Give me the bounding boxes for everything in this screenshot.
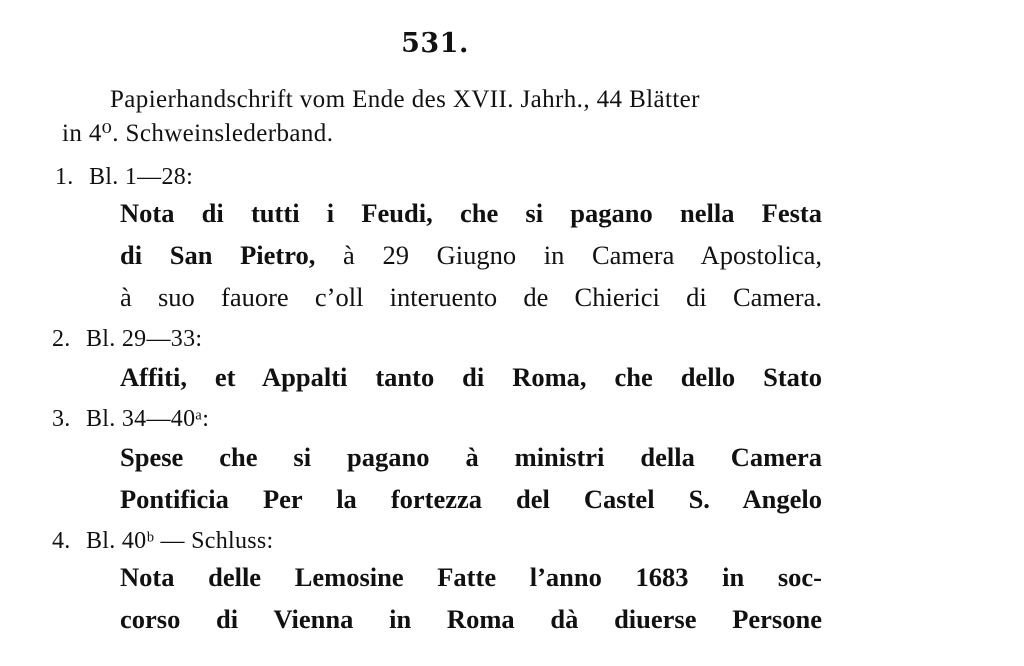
entry-2-title-line-1 — [120, 362, 822, 393]
entry-3-title-line-1 — [120, 442, 822, 473]
title-bold: Nota delle Lemosine Fatte l’anno 1683 in soc- — [120, 562, 822, 592]
entry-3-title-line-2 — [120, 484, 822, 515]
entry-1-title-line-1 — [120, 198, 822, 229]
title-bold: corso di Vienna in Roma dà diuerse Persone — [120, 604, 822, 634]
title-bold: Spese che si pagano à ministri della Camera — [120, 442, 822, 472]
entry-1-heading — [55, 164, 193, 191]
entry-folios: Bl. 34—40ᵃ: — [86, 406, 210, 432]
title-bold: di San Pietro, — [120, 240, 316, 270]
title-bold: Affiti, et Appalti tanto di Roma, che dello Stato — [120, 362, 822, 392]
title-plain: à 29 Giugno in Camera Apostolica, — [315, 240, 822, 270]
entry-folios: Bl. 40ᵇ — Schluss: — [86, 528, 274, 554]
title-bold: Nota di tutti i Feudi, che si pagano nella Festa — [120, 198, 822, 228]
entry-number: 2. — [52, 326, 71, 352]
entry-1-title-line-2 — [120, 240, 822, 271]
entry-4-title-line-2 — [120, 604, 822, 635]
entry-4-heading — [52, 528, 274, 555]
entry-folios: Bl. 1—28: — [89, 164, 194, 190]
entry-number: 3. — [52, 406, 71, 432]
entry-4-title-line-1 — [120, 562, 822, 593]
title-bold: Pontificia Per la fortezza del Castel S. Angelo — [120, 484, 822, 514]
description-line-2: in 4⁰. Schweinslederband. — [62, 120, 334, 147]
title-plain: à suo fauore c’oll interuento de Chierici di Camera. — [120, 282, 822, 312]
entry-3-heading — [52, 406, 209, 433]
description-line-1: Papierhandschrift vom Ende des XVII. Jahrh., 44 Blätter — [110, 86, 700, 113]
entry-1-title-line-3 — [120, 282, 822, 313]
entry-2-heading — [52, 326, 202, 353]
entry-folios: Bl. 29—33: — [86, 326, 203, 352]
page-number: 531. — [401, 28, 469, 59]
entry-number: 1. — [55, 164, 74, 190]
entry-number: 4. — [52, 528, 71, 554]
